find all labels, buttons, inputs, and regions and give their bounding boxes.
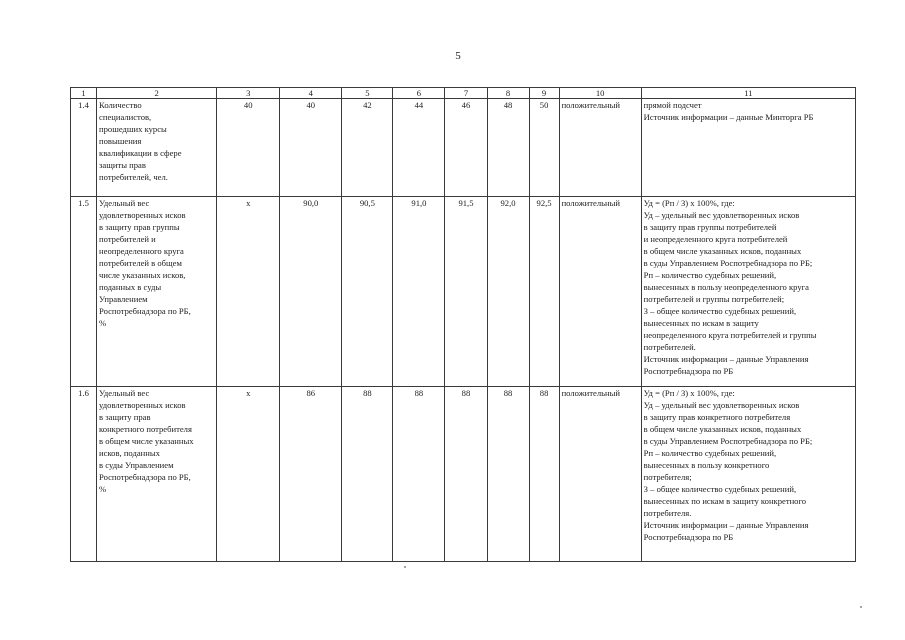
row-number-cell: 1.6 [71,387,97,562]
indicator-line: Роспотребнадзора по РБ, [99,472,191,482]
value-cell: 44 [393,99,445,197]
formula-line: вынесенных в пользу конкретного [643,460,770,470]
formula-line: в суды Управлением Роспотребнадзора по РБ; [643,436,813,446]
header-cell: 10 [559,88,641,99]
formula-line: вынесенных по искам в защиту [643,318,759,328]
indicator-line: удовлетворенных исков [99,400,186,410]
formula-line: вынесенных по искам в защиту конкретного [643,496,807,506]
indicator-line: потребителей и [99,234,156,244]
formula-cell [641,99,855,197]
indicator-line: исков, поданных [99,448,160,458]
table-row [71,99,856,197]
value-cell: 88 [445,387,487,562]
indicator-line: квалификации в сфере [99,148,182,158]
indicator-line: в общем числе указанных [99,436,194,446]
formula-line: Уд = (Рп / З) х 100%, где: [643,198,735,208]
formula-line: вынесенных в пользу неопределенного круга [643,282,809,292]
value-cell: 88 [393,387,445,562]
indicator-line: % [99,484,107,494]
indicator-line: повышения [99,136,142,146]
value-cell: 88 [342,387,393,562]
value-cell: 90,0 [280,197,342,387]
scan-dot [404,566,406,568]
indicator-line: в суды Управлением [99,460,174,470]
formula-line: Рп – количество судебных решений, [643,270,777,280]
value-cell: 42 [342,99,393,197]
indicator-line: защиты прав [99,160,146,170]
value-cell: 92,5 [529,197,559,387]
indicator-line: потребителей в общем [99,258,182,268]
indicator-line: специалистов, [99,112,152,122]
scan-dot [860,606,862,608]
value-cell: 91,5 [445,197,487,387]
indicator-line: поданных в суды [99,282,162,292]
row-number-cell: 1.4 [71,99,97,197]
formula-line: в защиту прав конкретного потребителя [643,412,791,422]
formula-cell [641,387,855,562]
formula-line: в суды Управлением Роспотребнадзора по РБ; [643,258,813,268]
indicator-line: в защиту прав [99,412,151,422]
formula-line: потребителей. [643,342,696,352]
formula-line: потребителя; [643,472,692,482]
header-cell: 4 [280,88,342,99]
value-cell: 46 [445,99,487,197]
indicator-line: % [99,318,107,328]
formula-line: потребителя. [643,508,692,518]
indicator-line: числе указанных исков, [99,270,186,280]
value-cell: 50 [529,99,559,197]
indicator-line: неопределенного круга [99,246,184,256]
formula-line: Уд – удельный вес удовлетворенных исков [643,210,800,220]
value-cell: 40 [217,99,280,197]
value-cell: 48 [487,99,529,197]
value-cell: 90,5 [342,197,393,387]
value-cell: 88 [487,387,529,562]
formula-line: потребителей и группы потребителей; [643,294,785,304]
value-cell: 92,0 [487,197,529,387]
header-cell: 8 [487,88,529,99]
formula-cell [641,197,855,387]
formula-line: в общем числе указанных исков, поданных [643,424,802,434]
value-cell: 88 [529,387,559,562]
header-cell: 3 [217,88,280,99]
indicator-name-cell [97,197,217,387]
indicator-line: конкретного потребителя [99,424,192,434]
formula-line: Роспотребнадзора по РБ [643,366,734,376]
formula-line: З – общее количество судебных решений, [643,306,797,316]
value-cell: 86 [280,387,342,562]
indicator-line: Роспотребнадзора по РБ, [99,306,191,316]
formula-line: Источник информации – данные Минторга РБ [643,112,814,122]
header-cell: 1 [71,88,97,99]
header-cell: 7 [445,88,487,99]
indicator-line: потребителей, чел. [99,172,168,182]
header-cell: 2 [97,88,217,99]
header-cell: 6 [393,88,445,99]
value-cell: х [217,197,280,387]
indicator-line: Количество [99,100,142,110]
header-cell: 9 [529,88,559,99]
formula-line: Уд – удельный вес удовлетворенных исков [643,400,800,410]
formula-line: Роспотребнадзора по РБ [643,532,734,542]
formula-line: Рп – количество судебных решений, [643,448,777,458]
formula-line: З – общее количество судебных решений, [643,484,797,494]
indicator-line: Управлением [99,294,148,304]
row-number-cell: 1.5 [71,197,97,387]
header-cell: 5 [342,88,393,99]
indicators-table [70,87,856,562]
formula-line: прямой подсчет [643,100,702,110]
trend-cell: положительный [559,387,641,562]
table-row [71,387,856,562]
indicator-name-cell [97,99,217,197]
indicator-line: удовлетворенных исков [99,210,186,220]
formula-line: Источник информации – данные Управления [643,520,809,530]
table-row [71,197,856,387]
value-cell: х [217,387,280,562]
formula-line: в защиту прав группы потребителей [643,222,777,232]
value-cell: 91,0 [393,197,445,387]
trend-cell: положительный [559,99,641,197]
formula-line: и неопределенного круга потребителей [643,234,788,244]
indicator-line: прошедших курсы [99,124,167,134]
page-number: 5 [455,50,461,62]
formula-line: в общем числе указанных исков, поданных [643,246,802,256]
formula-line: неопределенного круга потребителей и группы [643,330,817,340]
table-header-row [71,88,856,99]
formula-line: Источник информации – данные Управления [643,354,809,364]
header-cell: 11 [641,88,855,99]
indicator-line: в защиту прав группы [99,222,180,232]
indicator-line: Удельный вес [99,388,150,398]
indicator-line: Удельный вес [99,198,150,208]
formula-line: Уд = (Рп / З) х 100%, где: [643,388,735,398]
value-cell: 40 [280,99,342,197]
trend-cell: положительный [559,197,641,387]
indicator-name-cell [97,387,217,562]
